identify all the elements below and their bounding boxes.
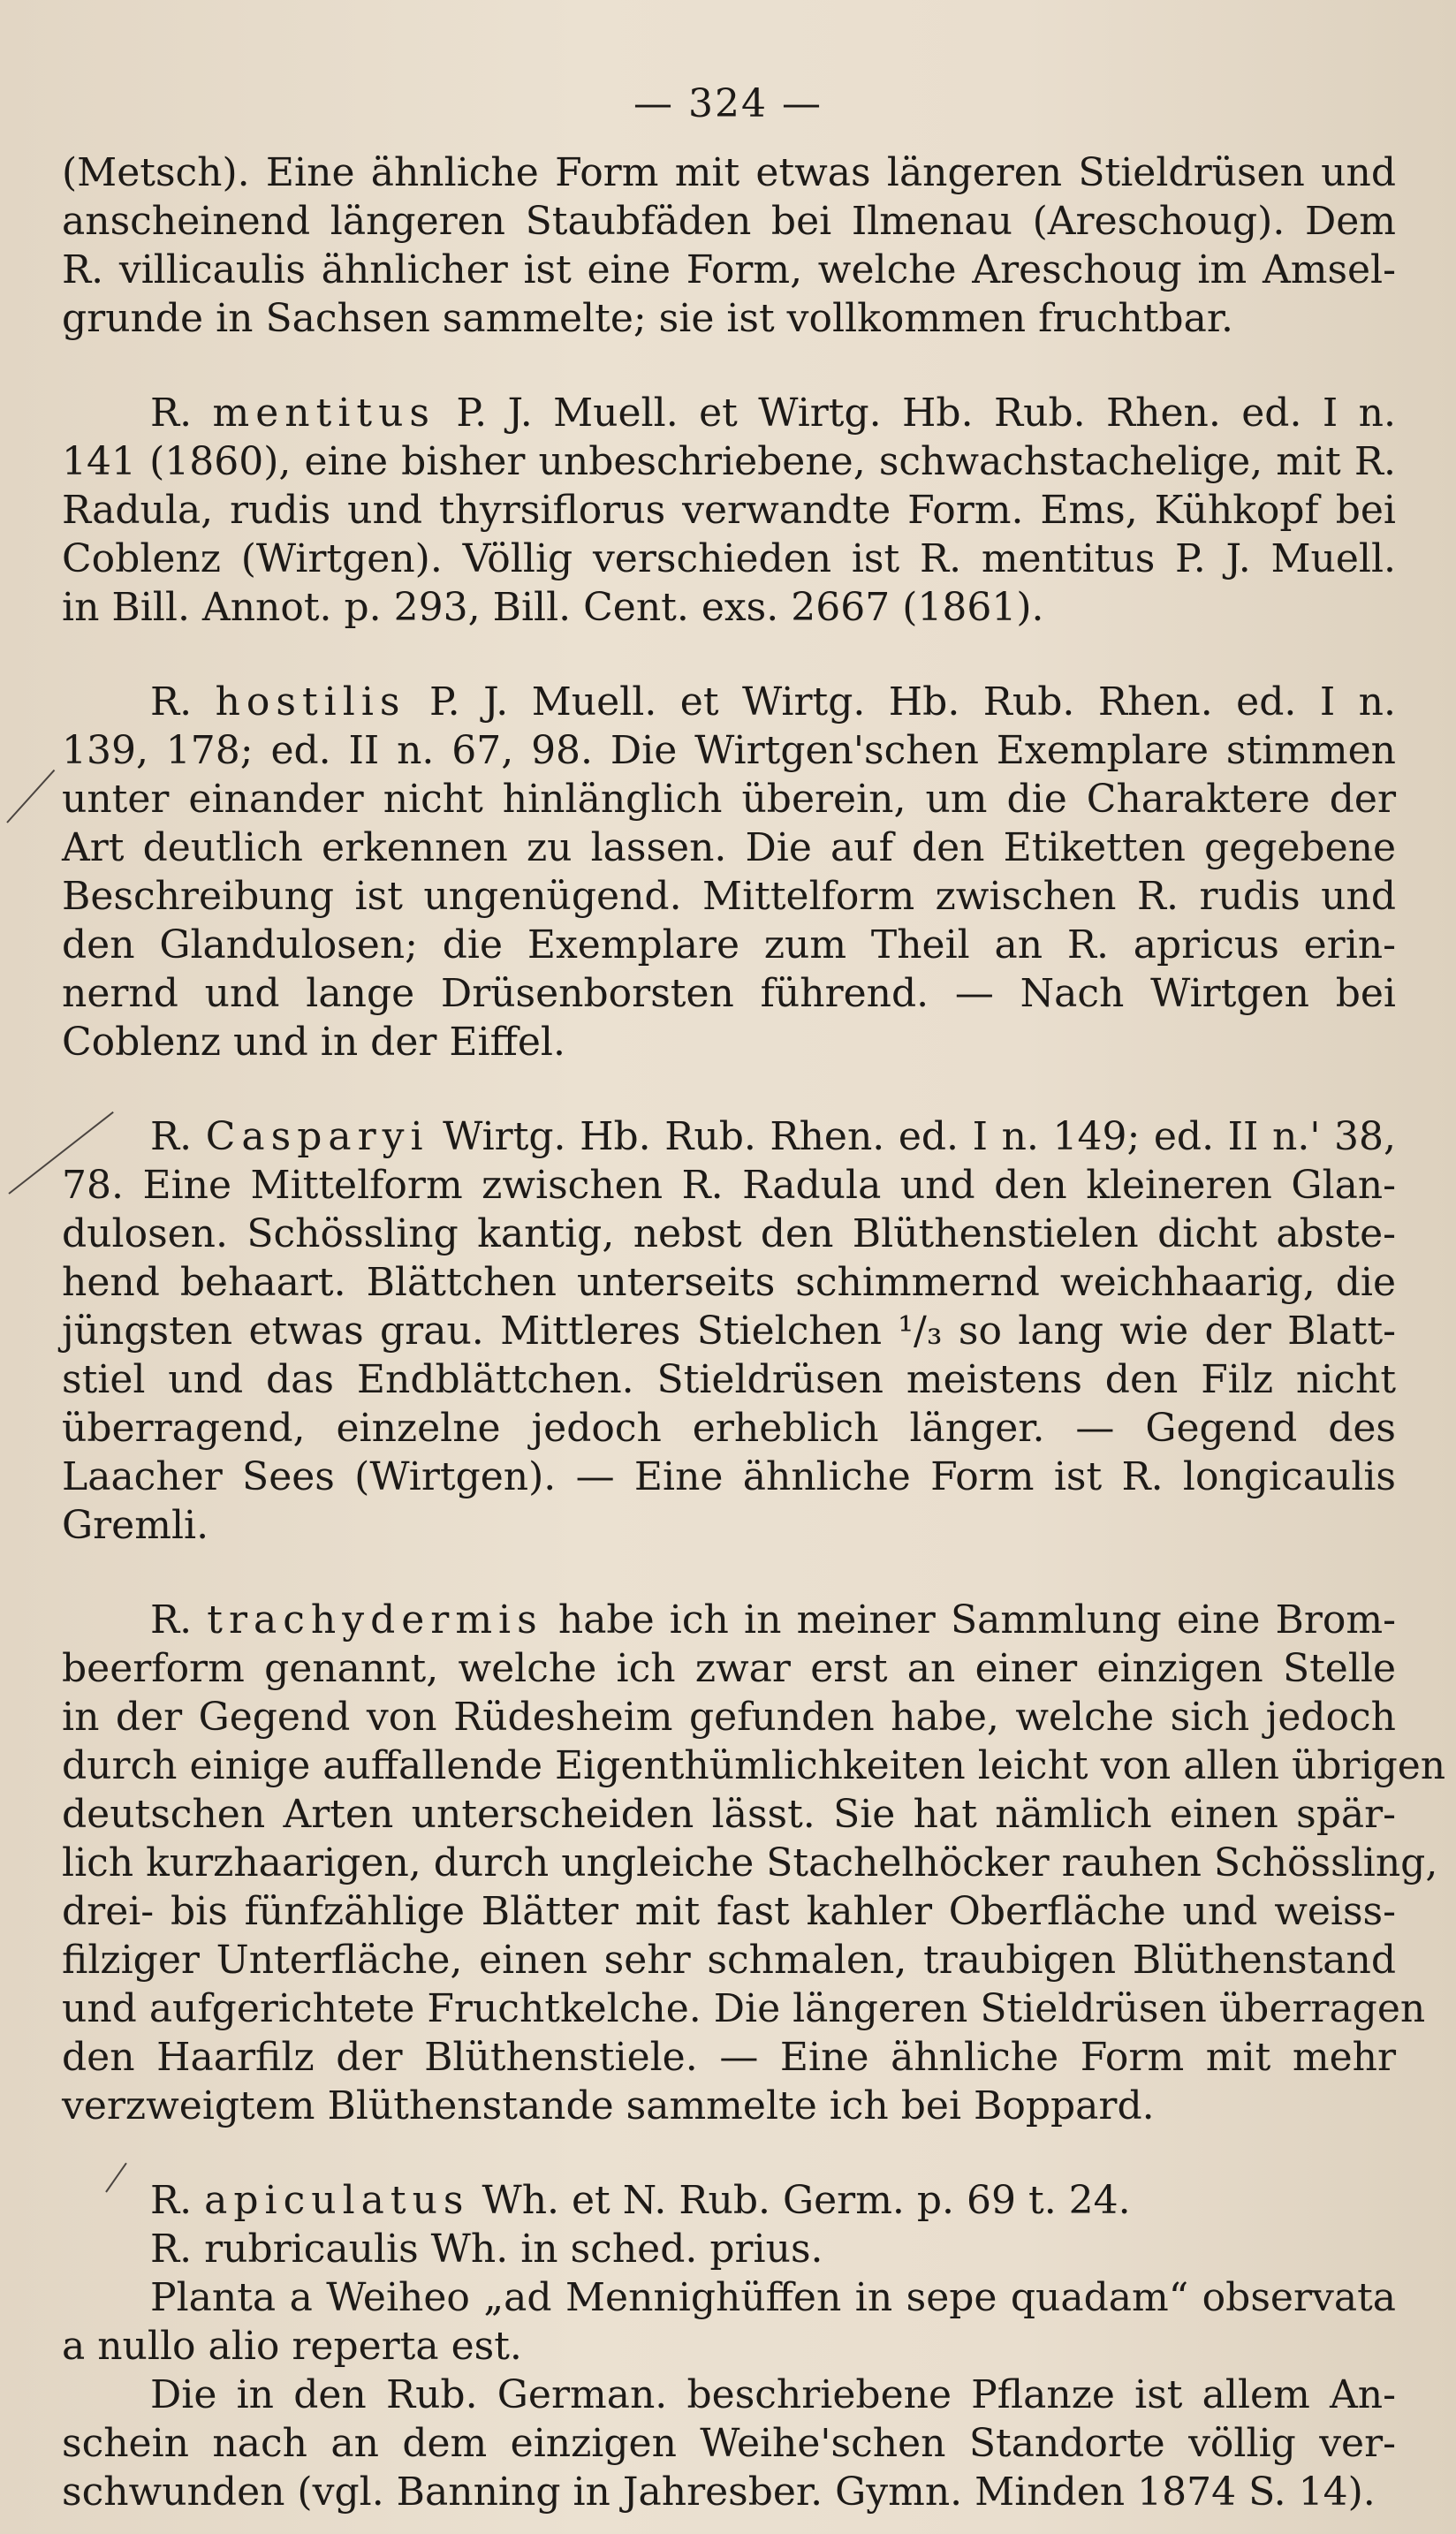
page-number: — 324 — — [633, 81, 823, 126]
text-line: anscheinend längeren Staubfäden bei Ilmenau (Areschoug). Dem — [62, 199, 1396, 244]
text-line: Coblenz (Wirtgen). Völlig verschieden ist R. mentitus P. J. Muell. — [62, 536, 1396, 581]
text-line: den Glandulosen; die Exemplare zum Theil an R. apricus erin- — [62, 922, 1396, 967]
genus-abbrev: R. — [150, 2178, 193, 2223]
text-line: Laacher Sees (Wirtgen). — Eine ähnliche Form ist R. longicaulis — [62, 1454, 1396, 1499]
text-line: R. rubricaulis Wh. in sched. prius. — [150, 2227, 823, 2272]
species-name: mentitus — [212, 391, 436, 436]
genus-abbrev: R. — [150, 679, 193, 725]
paragraph-apiculatus — [62, 2176, 1396, 2225]
text-line: grunde in Sachsen sammelte; sie ist vollkommen fruchtbar. — [62, 296, 1234, 341]
text-line: Wh. et N. Rub. Germ. p. 69 t. 24. — [469, 2178, 1131, 2223]
text-line: verzweigtem Blüthenstande sammelte ich bei Boppard. — [62, 2083, 1155, 2128]
species-name: Casparyi — [205, 1114, 429, 1159]
margin-pencil-mark — [6, 770, 55, 823]
species-name: hostilis — [215, 679, 406, 725]
text-line: Die in den Rub. German. beschriebene Pflanze ist allem An- — [150, 2372, 1396, 2417]
text-line: durch einige auffallende Eigenthümlichkeiten leicht von allen übrigen — [62, 1743, 1446, 1788]
paragraph-casparyi — [62, 1112, 1396, 1550]
text-line: Coblenz und in der Eiffel. — [62, 1020, 565, 1065]
text-line: jüngsten etwas grau. Mittleres Stielchen ¹/₃ so lang wie der Blatt- — [62, 1309, 1396, 1354]
species-name: apiculatus — [204, 2178, 470, 2223]
genus-abbrev: R. — [150, 391, 193, 436]
text-line: und aufgerichtete Fruchtkelche. Die längeren Stieldrüsen überragen — [62, 1986, 1426, 2031]
text-line: beerform genannt, welche ich zwar erst an einer einzigen Stelle — [62, 1646, 1396, 1691]
text-line: dulosen. Schössling kantig, nebst den Blüthenstielen dicht abste- — [62, 1211, 1396, 1256]
text-line: schwunden (vgl. Banning in Jahresber. Gymn. Minden 1874 S. 14). — [62, 2470, 1376, 2515]
paragraph-hostilis — [62, 678, 1396, 1066]
text-line: in Bill. Annot. p. 293, Bill. Cent. exs. 2667 (1861). — [62, 585, 1044, 630]
text-line: den Haarfilz der Blüthenstiele. — Eine ähnliche Form mit mehr — [62, 2035, 1396, 2080]
entry-heading-line — [62, 389, 1396, 437]
text-line: P. J. Muell. et Wirtg. Hb. Rub. Rhen. ed. I n. — [436, 391, 1396, 436]
entry-heading-line — [62, 1596, 1396, 1644]
text-line: stiel und das Endblättchen. Stieldrüsen meistens den Filz nicht — [62, 1357, 1396, 1402]
text-line: Wirtg. Hb. Rub. Rhen. ed. I n. 149; ed. II n.' 38, — [428, 1114, 1396, 1159]
text-line: lich kurzhaarigen, durch ungleiche Stachelhöcker rauhen Schössling, — [62, 1840, 1438, 1885]
genus-abbrev: R. — [150, 1114, 193, 1159]
entry-heading-line — [62, 678, 1396, 726]
text-line: 139, 178; ed. II n. 67, 98. Die Wirtgen'schen Exemplare stimmen — [62, 728, 1396, 773]
text-line: R. villicaulis ähnlicher ist eine Form, welche Areschoug im Amsel- — [62, 247, 1396, 292]
paragraph-trachydermis — [62, 1596, 1446, 2130]
entry-heading-line — [62, 2176, 1396, 2225]
species-name: trachydermis — [207, 1597, 543, 1643]
text-line: überragend, einzelne jedoch erheblich länger. — Gegend des — [62, 1406, 1396, 1451]
text-line: 141 (1860), eine bisher unbeschriebene, schwachstachelige, mit R. — [62, 439, 1396, 484]
text-line: in der Gegend von Rüdesheim gefunden habe, welche sich jedoch — [62, 1695, 1396, 1740]
text-line: unter einander nicht hinlänglich überein, um die Charaktere der — [62, 777, 1396, 822]
text-line: schein nach an dem einzigen Weihe'schen Standorte völlig ver- — [62, 2421, 1396, 2466]
text-line: P. J. Muell. et Wirtg. Hb. Rub. Rhen. ed. I n. — [406, 679, 1396, 725]
genus-abbrev: R. — [150, 1597, 193, 1643]
text-line: hend behaart. Blättchen unterseits schimmernd weichhaarig, die — [62, 1260, 1396, 1305]
entry-heading-line — [62, 1112, 1396, 1161]
text-line: filziger Unterfläche, einen sehr schmalen, traubigen Blüthenstand — [62, 1938, 1396, 1983]
text-line: Radula, rudis und thyrsiflorus verwandte Form. Ems, Kühkopf bei — [62, 488, 1396, 533]
text-line: Art deutlich erkennen zu lassen. Die auf den Etiketten gegebene — [62, 825, 1396, 870]
text-line: deutschen Arten unterscheiden lässt. Sie hat nämlich einen spär- — [62, 1792, 1396, 1837]
text-line: 78. Eine Mittelform zwischen R. Radula und den kleineren Glan- — [62, 1163, 1396, 1208]
text-line: nernd und lange Drüsenborsten führend. — Nach Wirtgen bei — [62, 971, 1396, 1016]
paragraph-synonym — [62, 2225, 1396, 2273]
paragraph-metsch — [62, 148, 1396, 343]
text-line: a nullo alio reperta est. — [62, 2324, 522, 2369]
text-line: (Metsch). Eine ähnliche Form mit etwas längeren Stieldrüsen und — [62, 150, 1396, 195]
paragraph-latin-note — [62, 2273, 1396, 2371]
paragraph-mentitus — [62, 389, 1396, 632]
text-line: habe ich in meiner Sammlung eine Brom- — [542, 1597, 1396, 1643]
text-line: Gremli. — [62, 1503, 209, 1548]
paragraph-vanished — [62, 2371, 1396, 2516]
body-text — [62, 148, 1446, 2516]
text-line: drei- bis fünfzählige Blätter mit fast kahler Oberfläche und weiss- — [62, 1889, 1396, 1934]
text-line: Beschreibung ist ungenügend. Mittelform zwischen R. rudis und — [62, 874, 1396, 919]
text-line: Planta a Weiheo „ad Mennighüffen in sepe quadam“ observata — [150, 2275, 1396, 2320]
